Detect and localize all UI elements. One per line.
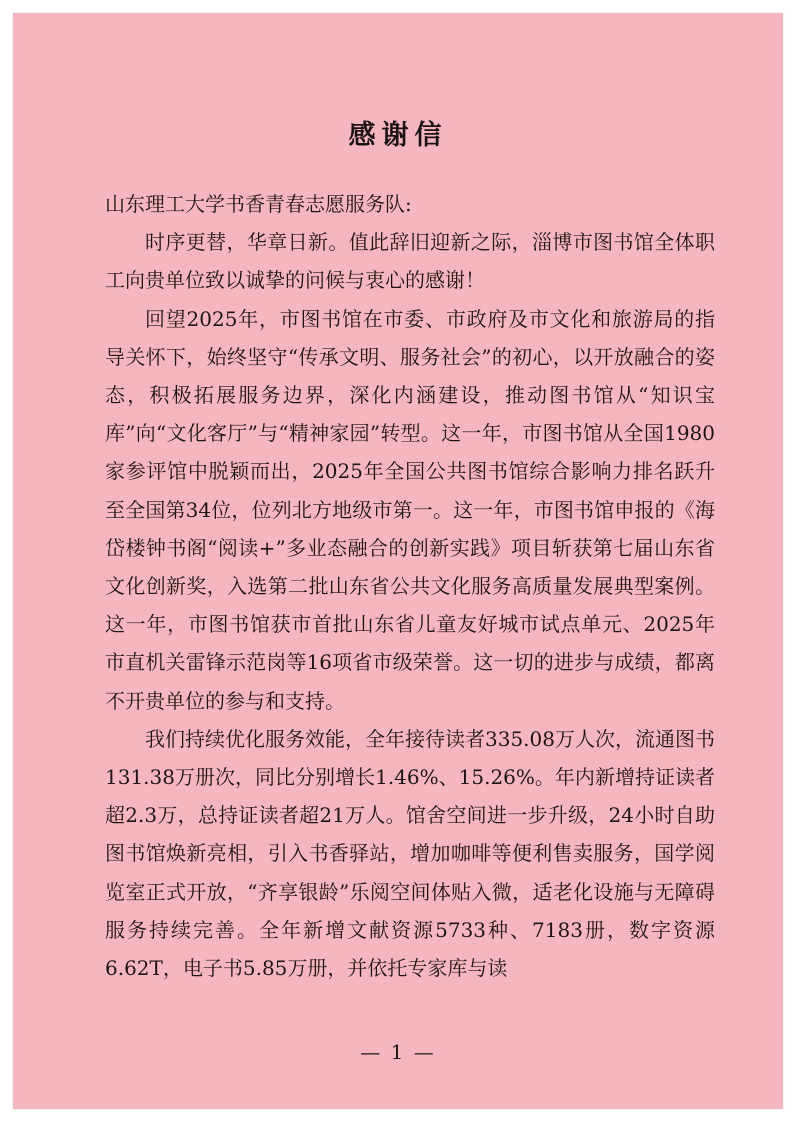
paragraph-greeting: 时序更替，华章日新。值此辞旧迎新之际，淄博市图书馆全体职工向贵单位致以诚挚的问候与衷心的感谢！ xyxy=(105,230,715,293)
paragraph-services: 我们持续优化服务效能，全年接待读者335.08万人次，流通图书131.38万册次，同比分别增长1.46%、15.26%。年内新增持证读者超2.3万，总持证读者超21万人。馆舍空间进一步升级，24小时自助图书馆焕新亮相，引入书香驿站，增加咖啡等便利售卖服务，国学阅览室正式开放，“齐享银龄”乐阅空间体贴入微，适老化设施与无障碍服务持续完善。全年新增文献资源5733种、7183册，数字资源6.62T，电子书5.85万册，并依托专家库与读 xyxy=(105,726,715,981)
letter-page xyxy=(13,13,783,1109)
letter-body xyxy=(105,185,715,987)
salutation: 山东理工大学书香青春志愿服务队: xyxy=(105,192,412,216)
paragraph-review: 回望2025年，市图书馆在市委、市政府及市文化和旅游局的指导关怀下，始终坚守“传承文明、服务社会”的初心，以开放融合的姿态，积极拓展服务边界，深化内涵建设，推动图书馆从“知识宝库”向“文化客厅”与“精神家园”转型。这一年，市图书馆从全国1980家参评馆中脱颖而出，2025年全国公共图书馆综合影响力排名跃升至全国第34位，位列北方地级市第一。这一年，市图书馆申报的《海岱楼钟书阁“阅读+”多业态融合的创新实践》项目斩获第七届山东省文化创新奖，入选第二批山东省公共文化服务高质量发展典型案例。这一年，市图书馆获市首批山东省儿童友好城市试点单元、2025年市直机关雷锋示范岗等16项省市级荣誉。这一切的进步与成绩，都离不开贵单位的参与和支持。 xyxy=(105,306,715,713)
page-number: — 1 — xyxy=(360,1040,436,1064)
letter-title: 感谢信 xyxy=(348,120,448,151)
